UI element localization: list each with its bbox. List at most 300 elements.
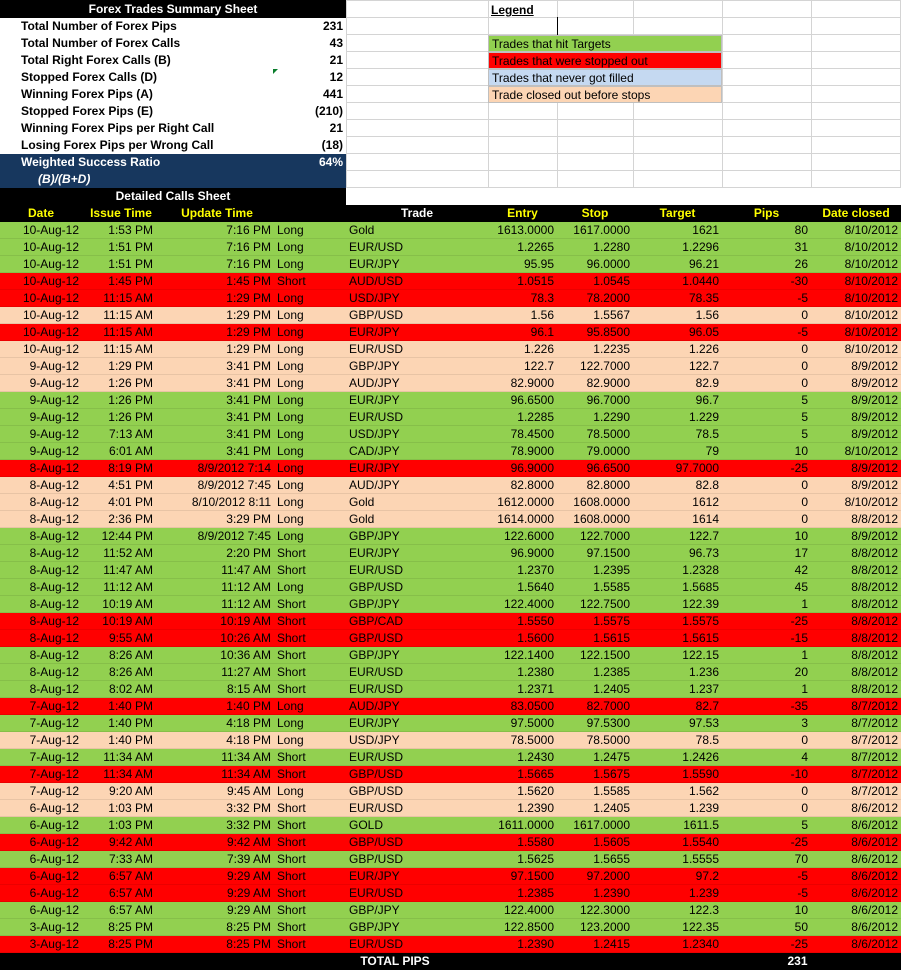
- cell-issue-time[interactable]: 9:55 AM: [108, 631, 153, 645]
- total-label[interactable]: TOTAL PIPS: [360, 954, 430, 968]
- cell-stop[interactable]: 1.2235: [593, 342, 630, 356]
- table-row[interactable]: [0, 562, 901, 579]
- cell-direction[interactable]: Long: [277, 291, 304, 305]
- cell-issue-time[interactable]: 1:40 PM: [108, 733, 153, 747]
- summary-value[interactable]: (18): [321, 138, 343, 152]
- cell-target[interactable]: 97.2: [695, 869, 719, 883]
- cell-update-time[interactable]: 1:45 PM: [226, 274, 271, 288]
- header-entry[interactable]: Entry: [507, 206, 538, 220]
- cell-direction[interactable]: Short: [277, 546, 306, 560]
- cell-direction[interactable]: Short: [277, 648, 306, 662]
- cell-direction[interactable]: Long: [277, 427, 304, 441]
- cell-target[interactable]: 1.5575: [682, 614, 719, 628]
- cell-stop[interactable]: 97.2000: [586, 869, 630, 883]
- cell-direction[interactable]: Long: [277, 495, 304, 509]
- success-ratio-formula[interactable]: (B)/(B+D): [0, 171, 346, 188]
- cell-pips[interactable]: 0: [801, 733, 808, 747]
- table-row[interactable]: [0, 443, 901, 460]
- summary-value[interactable]: 43: [329, 36, 343, 50]
- cell-issue-time[interactable]: 1:26 PM: [108, 376, 153, 390]
- cell-issue-time[interactable]: 7:13 AM: [108, 427, 153, 441]
- cell-entry[interactable]: 1.5665: [517, 767, 554, 781]
- cell-target[interactable]: 96.05: [688, 325, 719, 339]
- cell-trade[interactable]: GBP/USD: [349, 835, 404, 849]
- cell-issue-time[interactable]: 9:20 AM: [108, 784, 153, 798]
- cell-date-closed[interactable]: 8/8/2012: [851, 512, 898, 526]
- cell-issue-time[interactable]: 10:19 AM: [102, 597, 153, 611]
- table-row[interactable]: [0, 579, 901, 596]
- cell-pips[interactable]: 0: [801, 495, 808, 509]
- cell-trade[interactable]: GBP/CAD: [349, 614, 404, 628]
- cell-stop[interactable]: 1.2475: [593, 750, 630, 764]
- cell-stop[interactable]: 1617.0000: [573, 818, 630, 832]
- cell-pips[interactable]: 3: [801, 716, 808, 730]
- cell-issue-time[interactable]: 11:15 AM: [103, 342, 153, 356]
- cell-stop[interactable]: 1.5605: [593, 835, 630, 849]
- cell-target[interactable]: 1614: [692, 512, 719, 526]
- cell-date[interactable]: 8-Aug-12: [29, 478, 79, 492]
- cell-trade[interactable]: GBP/JPY: [349, 648, 400, 662]
- cell-target[interactable]: 78.35: [688, 291, 719, 305]
- cell-trade[interactable]: EUR/JPY: [349, 716, 400, 730]
- cell-direction[interactable]: Short: [277, 818, 306, 832]
- cell-entry[interactable]: 1613.0000: [497, 223, 554, 237]
- summary-label[interactable]: Winning Forex Pips per Right Call: [21, 121, 215, 135]
- cell-target[interactable]: 1.5555: [682, 852, 719, 866]
- cell-stop[interactable]: 97.1500: [586, 546, 630, 560]
- cell-target[interactable]: 122.15: [682, 648, 719, 662]
- table-row[interactable]: [0, 664, 901, 681]
- cell-pips[interactable]: 1: [801, 597, 808, 611]
- cell-pips[interactable]: 0: [801, 801, 808, 815]
- cell-date-closed[interactable]: 8/9/2012: [851, 427, 898, 441]
- cell-direction[interactable]: Long: [277, 393, 304, 407]
- cell-direction[interactable]: Long: [277, 342, 304, 356]
- cell-direction[interactable]: Short: [277, 274, 306, 288]
- summary-label[interactable]: Losing Forex Pips per Wrong Call: [21, 138, 214, 152]
- cell-entry[interactable]: 1.2285: [517, 410, 554, 424]
- cell-pips[interactable]: -35: [790, 699, 808, 713]
- cell-date-closed[interactable]: 8/6/2012: [851, 818, 898, 832]
- cell-stop[interactable]: 1.5585: [593, 784, 630, 798]
- cell-stop[interactable]: 1.5575: [593, 614, 630, 628]
- cell-update-time[interactable]: 9:29 AM: [226, 886, 271, 900]
- cell-update-time[interactable]: 10:36 AM: [220, 648, 271, 662]
- cell-update-time[interactable]: 11:12 AM: [221, 597, 271, 611]
- cell-stop[interactable]: 1.2390: [593, 886, 630, 900]
- cell-update-time[interactable]: 3:32 PM: [226, 801, 271, 815]
- cell-trade[interactable]: AUD/USD: [349, 274, 404, 288]
- cell-trade[interactable]: EUR/USD: [349, 665, 404, 679]
- cell-target[interactable]: 1611.5: [683, 818, 719, 832]
- cell-date-closed[interactable]: 8/7/2012: [851, 733, 898, 747]
- cell-update-time[interactable]: 8:15 AM: [226, 682, 271, 696]
- cell-issue-time[interactable]: 11:34 AM: [103, 767, 153, 781]
- cell-direction[interactable]: Long: [277, 580, 304, 594]
- cell-date[interactable]: 8-Aug-12: [29, 546, 79, 560]
- cell-entry[interactable]: 1.5550: [517, 614, 554, 628]
- cell-date-closed[interactable]: 8/8/2012: [851, 682, 898, 696]
- cell-update-time[interactable]: 7:16 PM: [226, 223, 271, 237]
- table-row[interactable]: [0, 511, 901, 528]
- cell-entry[interactable]: 1.2265: [517, 240, 554, 254]
- cell-issue-time[interactable]: 8:19 PM: [108, 461, 153, 475]
- summary-label[interactable]: Total Number of Forex Calls: [21, 36, 181, 50]
- cell-direction[interactable]: Short: [277, 886, 306, 900]
- cell-pips[interactable]: -25: [790, 937, 808, 951]
- cell-date-closed[interactable]: 8/6/2012: [851, 835, 898, 849]
- cell-trade[interactable]: EUR/USD: [349, 410, 404, 424]
- cell-entry[interactable]: 78.3: [530, 291, 554, 305]
- cell-issue-time[interactable]: 1:45 PM: [108, 274, 153, 288]
- cell-issue-time[interactable]: 8:02 AM: [108, 682, 153, 696]
- cell-date[interactable]: 10-Aug-12: [22, 223, 79, 237]
- table-row[interactable]: [0, 698, 901, 715]
- cell-stop[interactable]: 1.0545: [593, 274, 630, 288]
- summary-label[interactable]: Total Right Forex Calls (B): [21, 53, 171, 67]
- legend-item[interactable]: Trades that hit Targets: [488, 35, 722, 52]
- table-row[interactable]: [0, 494, 901, 511]
- cell-issue-time[interactable]: 1:03 PM: [108, 818, 153, 832]
- cell-direction[interactable]: Long: [277, 478, 304, 492]
- table-row[interactable]: [0, 528, 901, 545]
- cell-target[interactable]: 1.229: [688, 410, 719, 424]
- cell-update-time[interactable]: 3:41 PM: [226, 427, 271, 441]
- cell-trade[interactable]: GBP/USD: [349, 308, 404, 322]
- cell-target[interactable]: 82.8: [695, 478, 719, 492]
- cell-direction[interactable]: Short: [277, 852, 306, 866]
- cell-trade[interactable]: EUR/USD: [349, 886, 404, 900]
- cell-update-time[interactable]: 8:25 PM: [226, 937, 271, 951]
- table-row[interactable]: [0, 358, 901, 375]
- table-row[interactable]: [0, 613, 901, 630]
- cell-issue-time[interactable]: 7:33 AM: [108, 852, 153, 866]
- cell-update-time[interactable]: 4:18 PM: [226, 716, 271, 730]
- cell-pips[interactable]: -15: [790, 631, 808, 645]
- cell-direction[interactable]: Short: [277, 801, 306, 815]
- cell-entry[interactable]: 1.2371: [517, 682, 554, 696]
- cell-issue-time[interactable]: 1:40 PM: [108, 699, 153, 713]
- cell-update-time[interactable]: 1:29 PM: [226, 325, 271, 339]
- cell-pips[interactable]: 1: [801, 682, 808, 696]
- cell-trade[interactable]: GBP/USD: [349, 767, 404, 781]
- cell-stop[interactable]: 122.7000: [579, 529, 630, 543]
- cell-pips[interactable]: 5: [801, 393, 808, 407]
- cell-update-time[interactable]: 7:16 PM: [226, 240, 271, 254]
- cell-stop[interactable]: 122.7000: [579, 359, 630, 373]
- cell-target[interactable]: 1.2296: [682, 240, 719, 254]
- cell-update-time[interactable]: 3:41 PM: [226, 393, 271, 407]
- cell-direction[interactable]: Short: [277, 665, 306, 679]
- cell-pips[interactable]: 0: [801, 478, 808, 492]
- cell-date[interactable]: 6-Aug-12: [29, 818, 79, 832]
- cell-entry[interactable]: 96.6500: [510, 393, 554, 407]
- cell-entry[interactable]: 78.4500: [510, 427, 554, 441]
- cell-stop[interactable]: 1.2385: [593, 665, 630, 679]
- cell-date-closed[interactable]: 8/7/2012: [851, 716, 898, 730]
- header-stop[interactable]: Stop: [581, 206, 609, 220]
- table-row[interactable]: [0, 647, 901, 664]
- cell-target[interactable]: 97.53: [688, 716, 719, 730]
- cell-pips[interactable]: 70: [794, 852, 808, 866]
- cell-trade[interactable]: AUD/JPY: [349, 376, 400, 390]
- cell-direction[interactable]: Short: [277, 767, 306, 781]
- cell-stop[interactable]: 78.2000: [586, 291, 630, 305]
- table-row[interactable]: [0, 715, 901, 732]
- cell-date-closed[interactable]: 8/7/2012: [851, 767, 898, 781]
- cell-entry[interactable]: 1.2390: [517, 937, 554, 951]
- cell-stop[interactable]: 1.2290: [593, 410, 630, 424]
- cell-target[interactable]: 82.9: [695, 376, 719, 390]
- cell-target[interactable]: 1.2328: [682, 563, 719, 577]
- cell-issue-time[interactable]: 4:01 PM: [108, 495, 153, 509]
- summary-value[interactable]: 231: [322, 19, 343, 33]
- cell-issue-time[interactable]: 11:15 AM: [103, 325, 153, 339]
- table-row[interactable]: [0, 392, 901, 409]
- cell-target[interactable]: 1.2426: [682, 750, 719, 764]
- cell-stop[interactable]: 1608.0000: [573, 495, 630, 509]
- cell-target[interactable]: 1.56: [695, 308, 719, 322]
- cell-target[interactable]: 97.7000: [675, 461, 719, 475]
- cell-direction[interactable]: Long: [277, 359, 304, 373]
- cell-issue-time[interactable]: 11:12 AM: [103, 580, 153, 594]
- cell-date[interactable]: 6-Aug-12: [29, 903, 79, 917]
- table-row[interactable]: [0, 732, 901, 749]
- cell-issue-time[interactable]: 6:57 AM: [108, 903, 153, 917]
- cell-pips[interactable]: 0: [801, 376, 808, 390]
- cell-date-closed[interactable]: 8/6/2012: [851, 869, 898, 883]
- cell-target[interactable]: 96.73: [688, 546, 719, 560]
- cell-issue-time[interactable]: 11:52 AM: [103, 546, 153, 560]
- cell-direction[interactable]: Long: [277, 376, 304, 390]
- table-row[interactable]: [0, 341, 901, 358]
- cell-issue-time[interactable]: 8:25 PM: [108, 920, 153, 934]
- table-row[interactable]: [0, 749, 901, 766]
- cell-stop[interactable]: 78.5000: [586, 427, 630, 441]
- table-row[interactable]: [0, 273, 901, 290]
- cell-update-time[interactable]: 10:19 AM: [220, 614, 271, 628]
- cell-date[interactable]: 10-Aug-12: [22, 342, 79, 356]
- cell-pips[interactable]: 0: [801, 784, 808, 798]
- cell-date[interactable]: 8-Aug-12: [29, 495, 79, 509]
- cell-issue-time[interactable]: 1:51 PM: [108, 240, 153, 254]
- cell-update-time[interactable]: 11:34 AM: [221, 767, 271, 781]
- cell-date[interactable]: 6-Aug-12: [29, 835, 79, 849]
- cell-date[interactable]: 8-Aug-12: [29, 631, 79, 645]
- cell-pips[interactable]: -25: [790, 461, 808, 475]
- cell-update-time[interactable]: 3:41 PM: [226, 410, 271, 424]
- cell-stop[interactable]: 1617.0000: [573, 223, 630, 237]
- cell-issue-time[interactable]: 1:51 PM: [108, 257, 153, 271]
- cell-entry[interactable]: 96.9000: [510, 461, 554, 475]
- cell-date[interactable]: 8-Aug-12: [29, 461, 79, 475]
- table-row[interactable]: [0, 222, 901, 239]
- cell-update-time[interactable]: 1:40 PM: [226, 699, 271, 713]
- cell-stop[interactable]: 1.2280: [593, 240, 630, 254]
- cell-pips[interactable]: 45: [794, 580, 808, 594]
- table-row[interactable]: [0, 460, 901, 477]
- header-trade[interactable]: Trade: [400, 206, 433, 220]
- cell-entry[interactable]: 78.5000: [510, 733, 554, 747]
- table-row[interactable]: [0, 409, 901, 426]
- cell-issue-time[interactable]: 1:53 PM: [108, 223, 153, 237]
- cell-issue-time[interactable]: 8:26 AM: [108, 665, 153, 679]
- cell-trade[interactable]: EUR/USD: [349, 563, 404, 577]
- cell-trade[interactable]: EUR/USD: [349, 342, 404, 356]
- cell-pips[interactable]: 0: [801, 308, 808, 322]
- cell-trade[interactable]: Gold: [349, 223, 375, 237]
- cell-date-closed[interactable]: 8/9/2012: [851, 359, 898, 373]
- cell-date[interactable]: 8-Aug-12: [29, 648, 79, 662]
- cell-trade[interactable]: GBP/JPY: [349, 903, 400, 917]
- cell-issue-time[interactable]: 10:19 AM: [102, 614, 153, 628]
- cell-direction[interactable]: Long: [277, 444, 304, 458]
- cell-issue-time[interactable]: 11:15 AM: [103, 308, 153, 322]
- cell-stop[interactable]: 1.5675: [593, 767, 630, 781]
- table-row[interactable]: [0, 324, 901, 341]
- cell-entry[interactable]: 122.8500: [503, 920, 554, 934]
- cell-stop[interactable]: 97.5300: [586, 716, 630, 730]
- cell-trade[interactable]: EUR/USD: [349, 240, 404, 254]
- cell-direction[interactable]: Long: [277, 410, 304, 424]
- cell-direction[interactable]: Short: [277, 682, 306, 696]
- cell-issue-time[interactable]: 1:03 PM: [108, 801, 153, 815]
- cell-trade[interactable]: GOLD: [349, 818, 384, 832]
- cell-target[interactable]: 1.5615: [682, 631, 719, 645]
- cell-stop[interactable]: 1.5567: [593, 308, 630, 322]
- cell-target[interactable]: 1.239: [688, 801, 719, 815]
- cell-issue-time[interactable]: 1:26 PM: [108, 393, 153, 407]
- detail-title[interactable]: Detailed Calls Sheet: [0, 188, 346, 205]
- cell-issue-time[interactable]: 11:47 AM: [103, 563, 153, 577]
- cell-date[interactable]: 8-Aug-12: [29, 597, 79, 611]
- cell-date[interactable]: 8-Aug-12: [29, 512, 79, 526]
- cell-pips[interactable]: 0: [801, 512, 808, 526]
- table-row[interactable]: [0, 426, 901, 443]
- cell-pips[interactable]: 0: [801, 342, 808, 356]
- cell-entry[interactable]: 82.9000: [510, 376, 554, 390]
- cell-pips[interactable]: 5: [801, 818, 808, 832]
- cell-entry[interactable]: 1.5580: [517, 835, 554, 849]
- cell-trade[interactable]: CAD/JPY: [349, 444, 400, 458]
- cell-stop[interactable]: 1.5655: [593, 852, 630, 866]
- cell-issue-time[interactable]: 1:29 PM: [108, 359, 153, 373]
- cell-pips[interactable]: 42: [794, 563, 808, 577]
- table-row[interactable]: [0, 885, 901, 902]
- cell-update-time[interactable]: 2:20 PM: [226, 546, 271, 560]
- cell-direction[interactable]: Long: [277, 784, 304, 798]
- cell-pips[interactable]: 0: [801, 359, 808, 373]
- cell-issue-time[interactable]: 11:15 AM: [103, 291, 153, 305]
- cell-trade[interactable]: AUD/JPY: [349, 478, 400, 492]
- cell-update-time[interactable]: 3:41 PM: [226, 376, 271, 390]
- cell-update-time[interactable]: 4:18 PM: [226, 733, 271, 747]
- cell-date[interactable]: 7-Aug-12: [29, 733, 79, 747]
- cell-direction[interactable]: Long: [277, 240, 304, 254]
- cell-direction[interactable]: Long: [277, 223, 304, 237]
- cell-direction[interactable]: Long: [277, 699, 304, 713]
- cell-target[interactable]: 1.236: [688, 665, 719, 679]
- cell-trade[interactable]: EUR/USD: [349, 801, 404, 815]
- cell-date-closed[interactable]: 8/10/2012: [844, 342, 898, 356]
- cell-target[interactable]: 78.5: [695, 427, 719, 441]
- cell-target[interactable]: 122.7: [688, 359, 719, 373]
- table-row[interactable]: [0, 290, 901, 307]
- cell-pips[interactable]: 1: [801, 648, 808, 662]
- legend-item[interactable]: Trades that were stopped out: [488, 52, 722, 69]
- cell-entry[interactable]: 1.2370: [517, 563, 554, 577]
- cell-target[interactable]: 1.239: [688, 886, 719, 900]
- cell-entry[interactable]: 1612.0000: [497, 495, 554, 509]
- header-issue-time[interactable]: Issue Time: [90, 206, 152, 220]
- cell-stop[interactable]: 1.2405: [593, 682, 630, 696]
- cell-date[interactable]: 10-Aug-12: [22, 308, 79, 322]
- cell-update-time[interactable]: 11:27 AM: [221, 665, 271, 679]
- cell-date[interactable]: 7-Aug-12: [29, 784, 79, 798]
- cell-update-time[interactable]: 8/9/2012 7:45: [197, 478, 271, 492]
- cell-date-closed[interactable]: 8/10/2012: [844, 257, 898, 271]
- cell-entry[interactable]: 122.4000: [503, 903, 554, 917]
- cell-stop[interactable]: 1608.0000: [573, 512, 630, 526]
- cell-update-time[interactable]: 9:29 AM: [226, 869, 271, 883]
- cell-target[interactable]: 1.237: [688, 682, 719, 696]
- success-ratio-value[interactable]: 64%: [300, 154, 346, 171]
- cell-date-closed[interactable]: 8/9/2012: [851, 478, 898, 492]
- cell-entry[interactable]: 122.7: [523, 359, 554, 373]
- cell-target[interactable]: 82.7: [695, 699, 719, 713]
- cell-stop[interactable]: 122.7500: [579, 597, 630, 611]
- cell-update-time[interactable]: 7:39 AM: [226, 852, 271, 866]
- legend-item[interactable]: Trades that never got filled: [488, 69, 722, 86]
- cell-update-time[interactable]: 11:12 AM: [221, 580, 271, 594]
- cell-pips[interactable]: -25: [790, 835, 808, 849]
- cell-target[interactable]: 122.39: [682, 597, 719, 611]
- cell-entry[interactable]: 122.4000: [503, 597, 554, 611]
- cell-date[interactable]: 10-Aug-12: [22, 291, 79, 305]
- table-row[interactable]: [0, 868, 901, 885]
- cell-update-time[interactable]: 10:26 AM: [220, 631, 271, 645]
- cell-target[interactable]: 1.226: [688, 342, 719, 356]
- cell-date[interactable]: 10-Aug-12: [22, 325, 79, 339]
- cell-pips[interactable]: 20: [794, 665, 808, 679]
- cell-update-time[interactable]: 8/9/2012 7:45: [197, 529, 271, 543]
- cell-date[interactable]: 9-Aug-12: [29, 410, 79, 424]
- cell-date-closed[interactable]: 8/8/2012: [851, 546, 898, 560]
- cell-update-time[interactable]: 8/10/2012 8:11: [191, 495, 271, 509]
- cell-entry[interactable]: 1.2385: [517, 886, 554, 900]
- table-row[interactable]: [0, 477, 901, 494]
- cell-target[interactable]: 79: [705, 444, 719, 458]
- cell-update-time[interactable]: 3:41 PM: [226, 359, 271, 373]
- cell-date-closed[interactable]: 8/9/2012: [851, 529, 898, 543]
- cell-pips[interactable]: 5: [801, 427, 808, 441]
- cell-update-time[interactable]: 3:41 PM: [226, 444, 271, 458]
- cell-date[interactable]: 6-Aug-12: [29, 852, 79, 866]
- cell-date[interactable]: 10-Aug-12: [22, 240, 79, 254]
- cell-direction[interactable]: Short: [277, 937, 306, 951]
- cell-pips[interactable]: 4: [801, 750, 808, 764]
- cell-date-closed[interactable]: 8/9/2012: [851, 393, 898, 407]
- cell-stop[interactable]: 122.3000: [579, 903, 630, 917]
- cell-date[interactable]: 8-Aug-12: [29, 529, 79, 543]
- cell-trade[interactable]: GBP/USD: [349, 631, 404, 645]
- cell-date[interactable]: 8-Aug-12: [29, 563, 79, 577]
- cell-direction[interactable]: Short: [277, 614, 306, 628]
- cell-stop[interactable]: 79.0000: [586, 444, 630, 458]
- cell-update-time[interactable]: 1:29 PM: [226, 291, 271, 305]
- table-row[interactable]: [0, 375, 901, 392]
- cell-target[interactable]: 1.562: [688, 784, 719, 798]
